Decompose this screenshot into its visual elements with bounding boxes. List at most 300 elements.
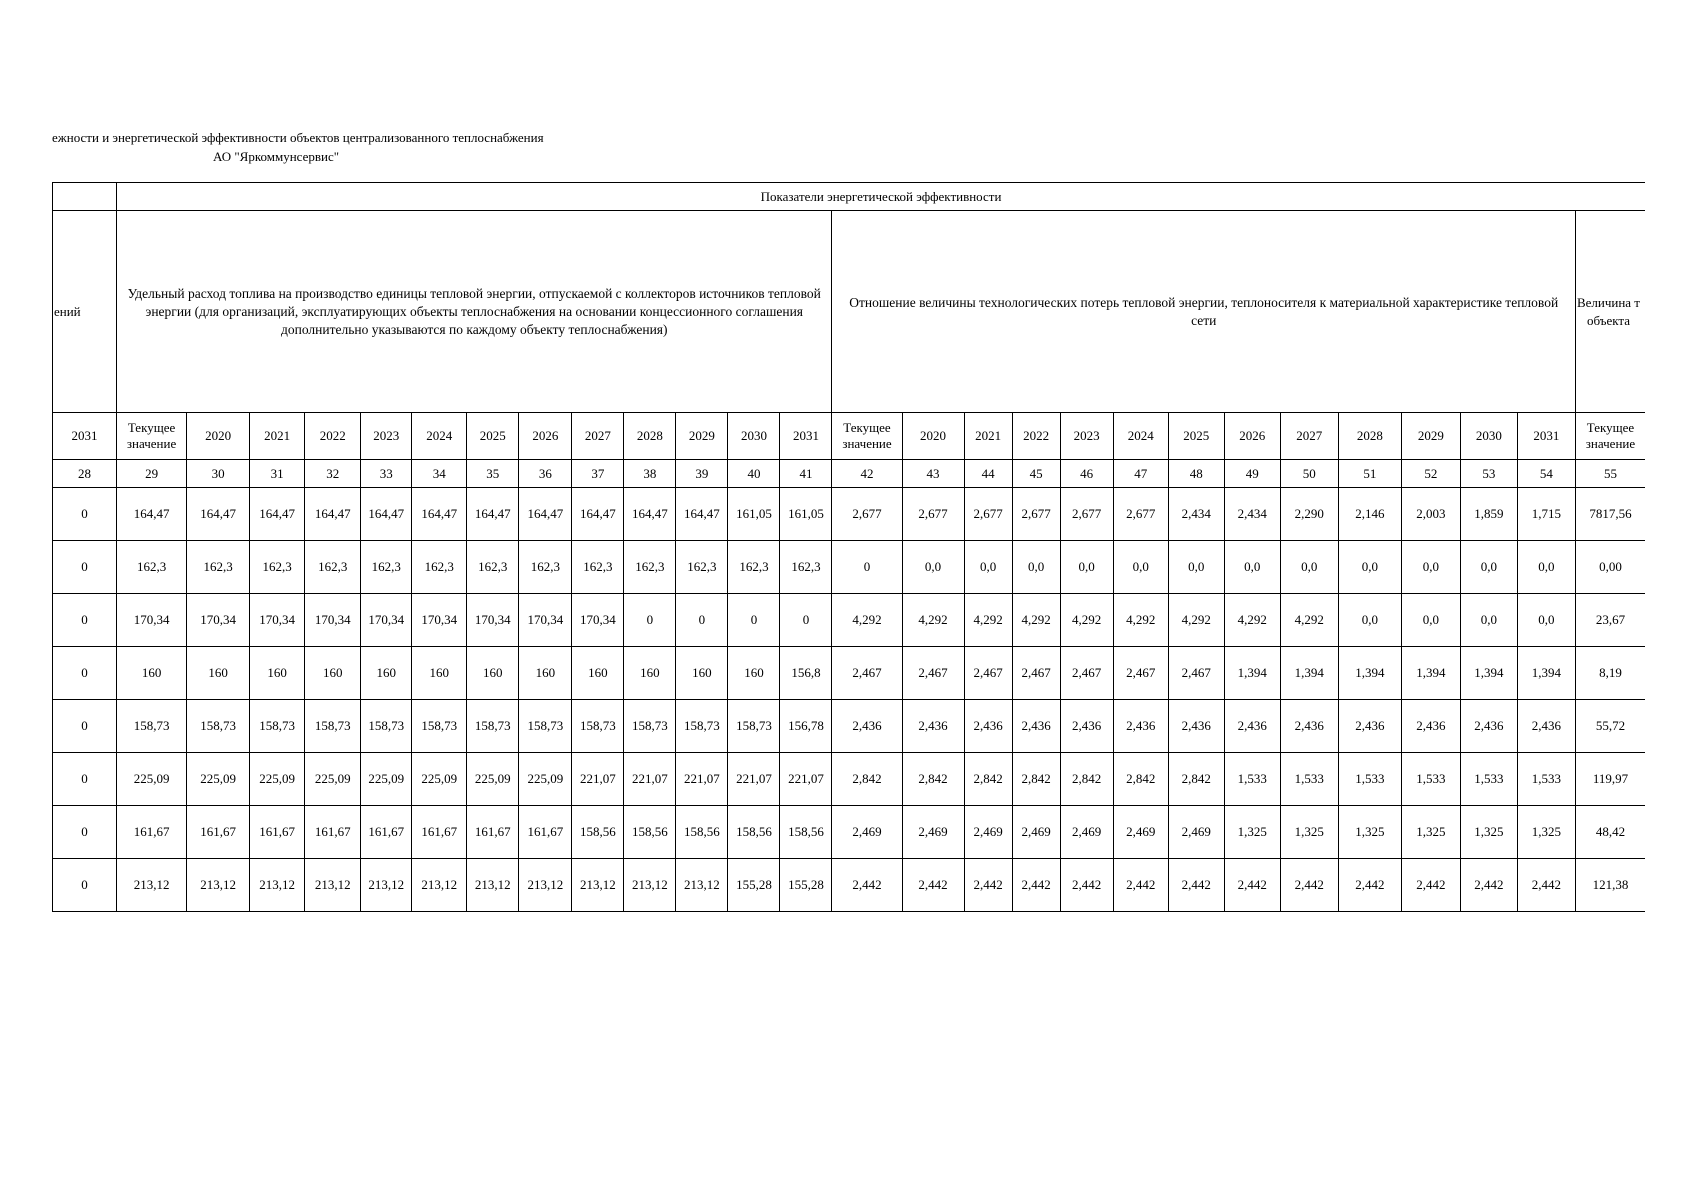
year-header-cell: 2027	[572, 413, 624, 460]
table-cell: 213,12	[572, 859, 624, 912]
column-number-cell: 45	[1012, 460, 1060, 488]
table-cell: 2,434	[1224, 488, 1280, 541]
table-cell: 0,0	[1012, 541, 1060, 594]
column-number-cell: 38	[624, 460, 676, 488]
table-cell: 158,73	[624, 700, 676, 753]
table-row	[53, 700, 1646, 753]
column-number-cell: 30	[187, 460, 250, 488]
table-cell: 158,73	[117, 700, 187, 753]
column-number-cell: 35	[467, 460, 519, 488]
table-cell: 0,0	[1517, 541, 1575, 594]
table-cell: 225,09	[361, 753, 412, 806]
column-number-cell: 47	[1113, 460, 1168, 488]
table-cell: 2,842	[1168, 753, 1224, 806]
year-header-cell: 2025	[1168, 413, 1224, 460]
table-cell: 158,73	[519, 700, 572, 753]
year-header-cell: 2022	[305, 413, 361, 460]
table-cell: 161,67	[361, 806, 412, 859]
table-cell: 225,09	[519, 753, 572, 806]
table-cell: 164,47	[117, 488, 187, 541]
table-cell: 213,12	[305, 859, 361, 912]
table-cell: 2,469	[964, 806, 1012, 859]
year-header-cell: 2023	[361, 413, 412, 460]
table-cell: 170,34	[467, 594, 519, 647]
column-number-cell: 44	[964, 460, 1012, 488]
energy-efficiency-group-header: Показатели энергетической эффективности	[117, 183, 1645, 211]
table-cell: 2,467	[964, 647, 1012, 700]
group-header-row	[53, 183, 1646, 211]
table-cell: 119,97	[1575, 753, 1645, 806]
table-cell: 155,28	[780, 859, 832, 912]
table-cell: 156,78	[780, 700, 832, 753]
table-cell: 0	[53, 806, 117, 859]
table-cell: 2,436	[1224, 700, 1280, 753]
table-cell: 160	[187, 647, 250, 700]
year-header-cell: Текущее значение	[832, 413, 902, 460]
table-cell: 162,3	[412, 541, 467, 594]
table-cell: 0,0	[1060, 541, 1113, 594]
table-cell: 213,12	[187, 859, 250, 912]
column-number-cell: 37	[572, 460, 624, 488]
fuel-consumption-header-text: Удельный расход топлива на производство единицы тепловой энергии, отпускаемой с коллекторов источников тепловой энергии (для организаций, эксплуатирующих объекты теплоснабжения на основании концессионного соглашения дополнительно указываются по каждому объекту теплоснабжения)	[127, 285, 821, 337]
table-cell: 0,00	[1575, 541, 1645, 594]
table-cell: 2,677	[1060, 488, 1113, 541]
table-cell: 2,469	[1012, 806, 1060, 859]
table-cell: 170,34	[250, 594, 305, 647]
column-number-cell: 42	[832, 460, 902, 488]
table-cell: 2,842	[1012, 753, 1060, 806]
year-header-cell: 2030	[728, 413, 780, 460]
table-cell: 225,09	[187, 753, 250, 806]
table-cell: 213,12	[250, 859, 305, 912]
year-header-cell: 2025	[467, 413, 519, 460]
table-cell: 1,325	[1280, 806, 1338, 859]
table-cell: 161,67	[117, 806, 187, 859]
table-cell: 0	[53, 647, 117, 700]
table-cell: 161,67	[519, 806, 572, 859]
table-cell: 213,12	[676, 859, 728, 912]
table-cell: 162,3	[467, 541, 519, 594]
table-cell: 2,677	[1012, 488, 1060, 541]
year-header-cell: 2030	[1460, 413, 1517, 460]
table-cell: 2,677	[832, 488, 902, 541]
table-cell: 164,47	[467, 488, 519, 541]
column-number-cell: 49	[1224, 460, 1280, 488]
table-cell: 2,467	[832, 647, 902, 700]
table-cell: 225,09	[412, 753, 467, 806]
table-row	[53, 647, 1646, 700]
table-cell: 162,3	[117, 541, 187, 594]
table-cell: 4,292	[1224, 594, 1280, 647]
table-cell: 2,842	[1060, 753, 1113, 806]
table-cell: 161,67	[467, 806, 519, 859]
table-cell: 162,3	[572, 541, 624, 594]
year-header-cell: 2027	[1280, 413, 1338, 460]
table-cell: 225,09	[467, 753, 519, 806]
column-number-cell: 52	[1401, 460, 1460, 488]
column-number-cell: 28	[53, 460, 117, 488]
table-cell: 164,47	[250, 488, 305, 541]
table-cell: 1,325	[1338, 806, 1401, 859]
table-cell: 161,67	[250, 806, 305, 859]
table-cell: 221,07	[572, 753, 624, 806]
table-cell: 48,42	[1575, 806, 1645, 859]
document-title: ежности и энергетической эффективности объектов централизованного теплоснабжения	[52, 130, 544, 145]
table-cell: 2,442	[1012, 859, 1060, 912]
table-cell: 160	[117, 647, 187, 700]
column-number-cell: 53	[1460, 460, 1517, 488]
table-cell: 8,19	[1575, 647, 1645, 700]
table-cell: 162,3	[676, 541, 728, 594]
table-cell: 162,3	[728, 541, 780, 594]
table-row	[53, 488, 1646, 541]
table-cell: 0	[53, 594, 117, 647]
table-cell: 213,12	[117, 859, 187, 912]
table-cell: 2,677	[964, 488, 1012, 541]
table-cell: 2,436	[1168, 700, 1224, 753]
table-cell: 213,12	[624, 859, 676, 912]
table-cell: 1,394	[1338, 647, 1401, 700]
partial-last-header-line2: объекта	[1586, 312, 1630, 328]
table-cell: 170,34	[412, 594, 467, 647]
table-cell: 2,434	[1168, 488, 1224, 541]
table-cell: 0	[53, 700, 117, 753]
table-cell: 164,47	[187, 488, 250, 541]
table-cell: 164,47	[519, 488, 572, 541]
table-cell: 160	[412, 647, 467, 700]
year-header-cell: 2021	[250, 413, 305, 460]
table-cell: 2,436	[1460, 700, 1517, 753]
table-cell: 2,469	[1113, 806, 1168, 859]
table-cell: 2,442	[832, 859, 902, 912]
column-number-cell: 29	[117, 460, 187, 488]
indicators-table	[52, 182, 1645, 912]
table-cell: 162,3	[305, 541, 361, 594]
table-cell: 158,73	[412, 700, 467, 753]
table-cell: 213,12	[467, 859, 519, 912]
table-cell: 0,0	[1517, 594, 1575, 647]
table-cell: 2,467	[902, 647, 964, 700]
table-cell: 1,533	[1401, 753, 1460, 806]
table-cell: 162,3	[250, 541, 305, 594]
table-row	[53, 594, 1646, 647]
table-cell: 2,467	[1012, 647, 1060, 700]
table-cell: 161,67	[305, 806, 361, 859]
table-cell: 2,842	[832, 753, 902, 806]
table-cell: 2,677	[1113, 488, 1168, 541]
table-cell: 158,73	[250, 700, 305, 753]
year-header-cell: 2031	[780, 413, 832, 460]
table-cell: 2,436	[902, 700, 964, 753]
table-cell: 1,325	[1517, 806, 1575, 859]
table-cell: 162,3	[187, 541, 250, 594]
table-cell: 160	[519, 647, 572, 700]
table-cell: 1,394	[1280, 647, 1338, 700]
column-header-row	[53, 211, 1646, 413]
partial-last-header-line1: Величина т	[1576, 294, 1640, 310]
table-cell: 1,533	[1224, 753, 1280, 806]
table-cell: 0	[624, 594, 676, 647]
table-cell: 2,842	[964, 753, 1012, 806]
table-cell: 160	[250, 647, 305, 700]
table-cell: 164,47	[361, 488, 412, 541]
table-cell: 0	[53, 488, 117, 541]
table-cell: 0	[53, 541, 117, 594]
table-row	[53, 753, 1646, 806]
table-cell: 170,34	[187, 594, 250, 647]
table-cell: 2,442	[1401, 859, 1460, 912]
column-numbers-row	[53, 460, 1646, 488]
table-cell: 2,469	[832, 806, 902, 859]
table-cell: 1,394	[1401, 647, 1460, 700]
table-cell: 2,436	[1113, 700, 1168, 753]
table-cell: 2,442	[1280, 859, 1338, 912]
table-cell: 0	[780, 594, 832, 647]
table-cell: 4,292	[1012, 594, 1060, 647]
year-header-cell: 2020	[187, 413, 250, 460]
table-cell: 23,67	[1575, 594, 1645, 647]
table-cell: 2,467	[1168, 647, 1224, 700]
table-cell: 162,3	[624, 541, 676, 594]
year-header-cell: 2029	[676, 413, 728, 460]
table-cell: 164,47	[305, 488, 361, 541]
table-cell: 161,67	[412, 806, 467, 859]
column-number-cell: 55	[1575, 460, 1645, 488]
table-cell: 170,34	[572, 594, 624, 647]
table-cell: 158,73	[467, 700, 519, 753]
table-cell: 160	[676, 647, 728, 700]
table-cell: 4,292	[1060, 594, 1113, 647]
table-cell: 2,467	[1113, 647, 1168, 700]
table-cell: 2,442	[1460, 859, 1517, 912]
table-cell: 158,56	[572, 806, 624, 859]
table-cell: 2,467	[1060, 647, 1113, 700]
table-cell: 2,442	[1338, 859, 1401, 912]
table-cell: 2,290	[1280, 488, 1338, 541]
table-cell: 2,442	[964, 859, 1012, 912]
table-cell: 2,436	[1060, 700, 1113, 753]
heat-losses-header	[832, 211, 1575, 413]
year-header-cell: 2028	[624, 413, 676, 460]
table-cell: 161,67	[187, 806, 250, 859]
table-cell: 0	[676, 594, 728, 647]
table-cell: 162,3	[519, 541, 572, 594]
table-cell: 170,34	[305, 594, 361, 647]
table-cell: 0,0	[1401, 594, 1460, 647]
year-header-cell: 2031	[1517, 413, 1575, 460]
year-header-cell: 2023	[1060, 413, 1113, 460]
table-cell: 4,292	[1280, 594, 1338, 647]
table-cell: 0	[728, 594, 780, 647]
table-cell: 1,325	[1224, 806, 1280, 859]
table-cell: 2,442	[1168, 859, 1224, 912]
table-cell: 2,436	[1517, 700, 1575, 753]
column-number-cell: 46	[1060, 460, 1113, 488]
table-row	[53, 806, 1646, 859]
column-number-cell: 31	[250, 460, 305, 488]
table-cell: 4,292	[902, 594, 964, 647]
table-cell: 0,0	[1401, 541, 1460, 594]
table-cell: 2,436	[964, 700, 1012, 753]
table-cell: 170,34	[117, 594, 187, 647]
year-header-cell: 2028	[1338, 413, 1401, 460]
table-row	[53, 859, 1646, 912]
table-cell: 221,07	[780, 753, 832, 806]
table-cell: 161,05	[780, 488, 832, 541]
table-cell: 158,73	[728, 700, 780, 753]
table-cell: 0,0	[964, 541, 1012, 594]
table-cell: 0	[53, 859, 117, 912]
table-cell: 0	[53, 753, 117, 806]
table-cell: 2,677	[902, 488, 964, 541]
table-cell: 2,436	[1012, 700, 1060, 753]
column-number-cell: 41	[780, 460, 832, 488]
table-cell: 221,07	[728, 753, 780, 806]
table-cell: 2,442	[902, 859, 964, 912]
table-cell: 158,56	[780, 806, 832, 859]
table-cell: 0,0	[1168, 541, 1224, 594]
table-cell: 1,533	[1338, 753, 1401, 806]
table-cell: 2,003	[1401, 488, 1460, 541]
table-cell: 1,533	[1517, 753, 1575, 806]
table-cell: 1,533	[1280, 753, 1338, 806]
table-cell: 0	[832, 541, 902, 594]
table-cell: 213,12	[519, 859, 572, 912]
table-cell: 160	[305, 647, 361, 700]
column-number-cell: 48	[1168, 460, 1224, 488]
table-cell: 158,73	[676, 700, 728, 753]
table-cell: 0,0	[1460, 594, 1517, 647]
year-header-cell: 2024	[1113, 413, 1168, 460]
column-number-cell: 43	[902, 460, 964, 488]
table-cell: 160	[624, 647, 676, 700]
table-cell: 225,09	[250, 753, 305, 806]
year-header-cell: 2021	[964, 413, 1012, 460]
table-cell: 7817,56	[1575, 488, 1645, 541]
table-cell: 160	[728, 647, 780, 700]
table-cell: 121,38	[1575, 859, 1645, 912]
table-cell: 164,47	[676, 488, 728, 541]
blank-corner-cell	[53, 183, 117, 211]
table-cell: 170,34	[361, 594, 412, 647]
table-cell: 0,0	[1460, 541, 1517, 594]
table-cell: 2,436	[1280, 700, 1338, 753]
table-cell: 160	[572, 647, 624, 700]
fuel-consumption-header	[117, 211, 832, 413]
table-cell: 2,436	[1338, 700, 1401, 753]
table-cell: 0,0	[902, 541, 964, 594]
year-header-cell: 2022	[1012, 413, 1060, 460]
table-cell: 1,394	[1224, 647, 1280, 700]
table-cell: 2,146	[1338, 488, 1401, 541]
table-cell: 170,34	[519, 594, 572, 647]
table-cell: 0,0	[1280, 541, 1338, 594]
table-cell: 2,436	[832, 700, 902, 753]
column-number-cell: 33	[361, 460, 412, 488]
table-cell: 164,47	[624, 488, 676, 541]
table-cell: 225,09	[117, 753, 187, 806]
table-cell: 158,73	[361, 700, 412, 753]
table-cell: 225,09	[305, 753, 361, 806]
table-cell: 221,07	[624, 753, 676, 806]
table-cell: 0,0	[1338, 541, 1401, 594]
year-header-cell: Текущее значение	[1575, 413, 1645, 460]
column-number-cell: 40	[728, 460, 780, 488]
table-cell: 4,292	[1168, 594, 1224, 647]
table-cell: 2,469	[902, 806, 964, 859]
year-header-cell: 2031	[53, 413, 117, 460]
table-cell: 162,3	[780, 541, 832, 594]
table-cell: 2,436	[1401, 700, 1460, 753]
column-number-cell: 39	[676, 460, 728, 488]
table-cell: 1,859	[1460, 488, 1517, 541]
table-cell: 161,05	[728, 488, 780, 541]
year-header-cell: Текущее значение	[117, 413, 187, 460]
year-header-cell: 2026	[1224, 413, 1280, 460]
table-cell: 2,442	[1517, 859, 1575, 912]
table-cell: 213,12	[361, 859, 412, 912]
table-cell: 158,56	[624, 806, 676, 859]
table-cell: 4,292	[1113, 594, 1168, 647]
table-cell: 160	[361, 647, 412, 700]
column-number-cell: 51	[1338, 460, 1401, 488]
table-cell: 162,3	[361, 541, 412, 594]
table-cell: 2,469	[1168, 806, 1224, 859]
table-cell: 158,73	[187, 700, 250, 753]
table-cell: 2,842	[1113, 753, 1168, 806]
year-header-cell: 2024	[412, 413, 467, 460]
year-header-cell: 2029	[1401, 413, 1460, 460]
table-cell: 2,469	[1060, 806, 1113, 859]
table-cell: 1,394	[1517, 647, 1575, 700]
table-cell: 1,325	[1460, 806, 1517, 859]
table-cell: 164,47	[572, 488, 624, 541]
table-cell: 158,73	[572, 700, 624, 753]
table-cell: 1,394	[1460, 647, 1517, 700]
table-cell: 2,442	[1224, 859, 1280, 912]
heat-losses-header-text: Отношение величины технологических потерь тепловой энергии, теплоносителя к материальной характеристике тепловой сети	[849, 294, 1559, 328]
table-cell: 0,0	[1224, 541, 1280, 594]
table-cell: 158,56	[676, 806, 728, 859]
column-number-cell: 50	[1280, 460, 1338, 488]
table-cell: 213,12	[412, 859, 467, 912]
table-cell: 4,292	[832, 594, 902, 647]
partial-last-header	[1575, 211, 1645, 413]
table-cell: 155,28	[728, 859, 780, 912]
organization-name: АО "Яркоммунсервис"	[213, 149, 340, 164]
partial-column-header: ений	[53, 211, 117, 413]
year-header-cell: 2026	[519, 413, 572, 460]
table-cell: 158,73	[305, 700, 361, 753]
table-cell: 4,292	[964, 594, 1012, 647]
table-cell: 55,72	[1575, 700, 1645, 753]
table-cell: 0,0	[1338, 594, 1401, 647]
column-number-cell: 32	[305, 460, 361, 488]
years-row	[53, 413, 1646, 460]
column-number-cell: 36	[519, 460, 572, 488]
table-cell: 158,56	[728, 806, 780, 859]
table-cell: 2,442	[1113, 859, 1168, 912]
column-number-cell: 34	[412, 460, 467, 488]
table-cell: 2,442	[1060, 859, 1113, 912]
table-cell: 164,47	[412, 488, 467, 541]
column-number-cell: 54	[1517, 460, 1575, 488]
year-header-cell: 2020	[902, 413, 964, 460]
table-cell: 1,715	[1517, 488, 1575, 541]
table-cell: 160	[467, 647, 519, 700]
table-row	[53, 541, 1646, 594]
table-cell: 0,0	[1113, 541, 1168, 594]
